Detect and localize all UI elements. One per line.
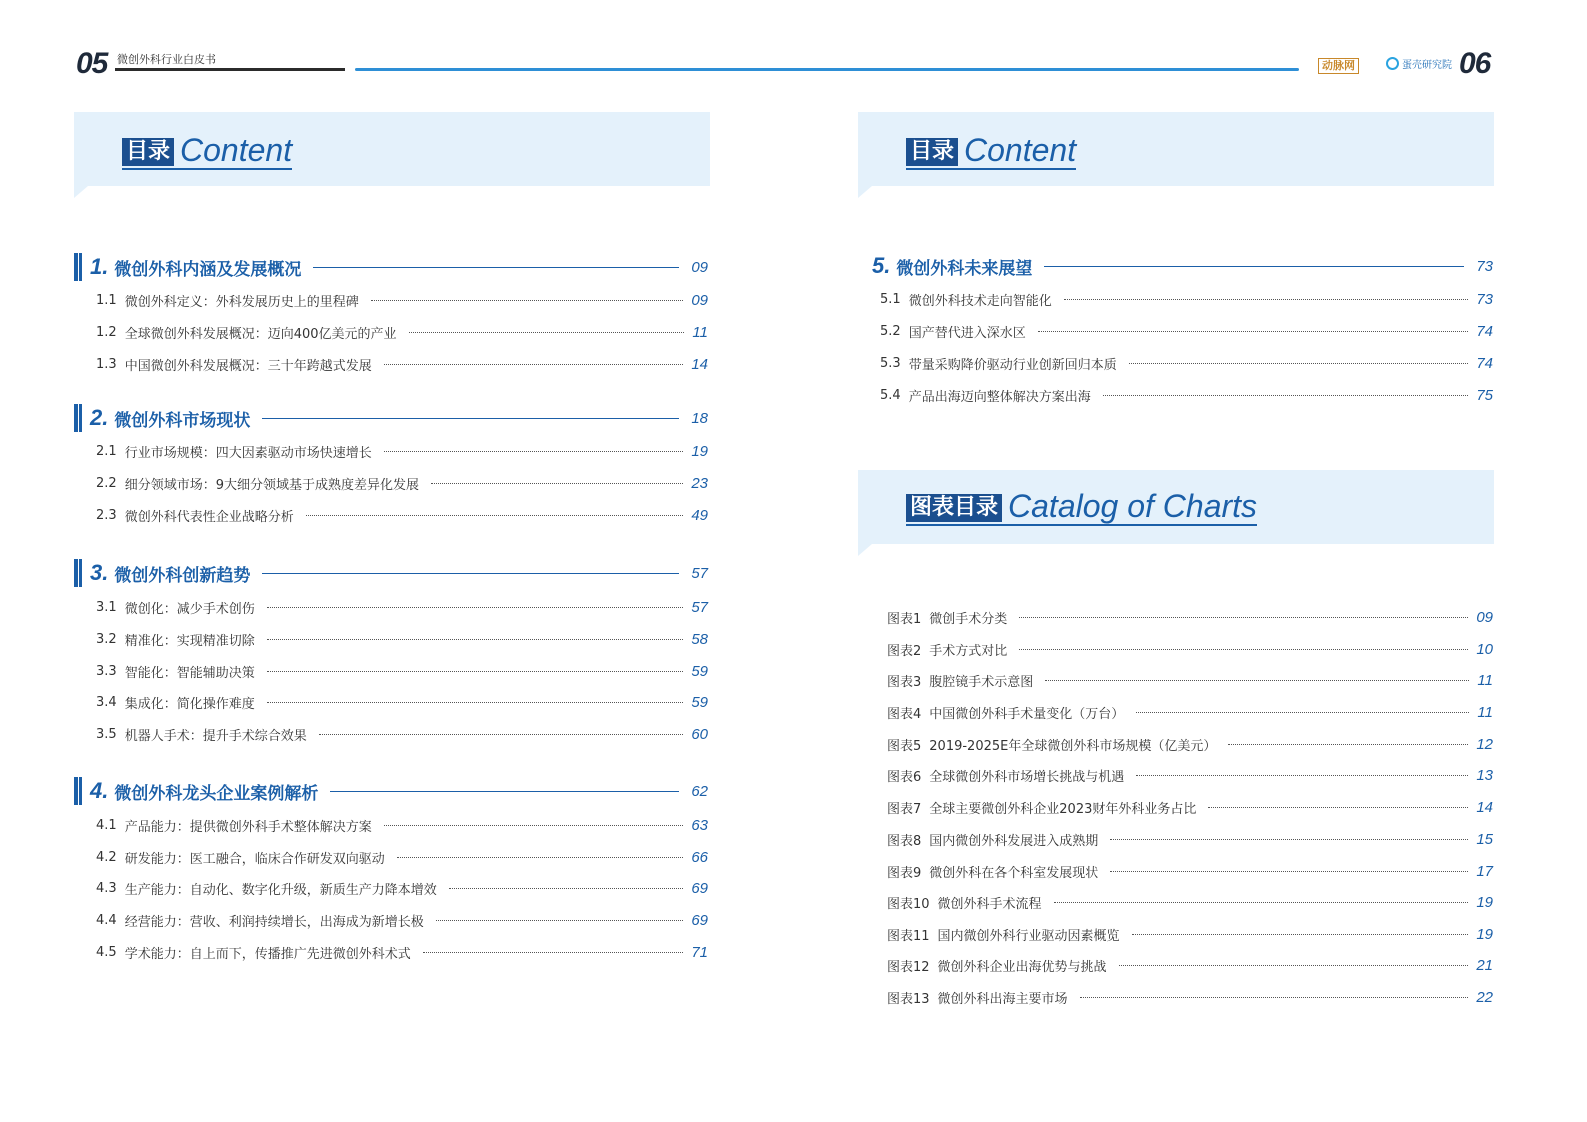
section-marker-icon: [74, 559, 82, 587]
chart-number: 图表4: [887, 706, 922, 722]
charts-banner-title: [906, 490, 1257, 526]
document-title: 微创外科行业白皮书: [117, 53, 216, 66]
section-page: 62: [691, 782, 708, 800]
dot-leader: [267, 702, 684, 703]
chart-title: 中国微创外科手术量变化（万台）: [929, 706, 1125, 722]
dot-leader: [384, 364, 684, 365]
item-number: 3.2: [96, 631, 117, 647]
toc-item-3-5[interactable]: [96, 724, 708, 744]
item-number: 3.1: [96, 599, 117, 615]
item-title: 中国微创外科发展概况：三十年跨越式发展: [124, 358, 372, 374]
item-title: 精准化：实现精准切除: [124, 633, 255, 649]
section-page: 09: [691, 258, 708, 276]
dot-leader: [306, 515, 684, 516]
chart-number: 图表7: [887, 801, 922, 817]
item-page: 60: [691, 725, 708, 743]
left-page-number: 05: [76, 47, 108, 80]
chart-item-3[interactable]: [887, 670, 1493, 690]
toc-section-3[interactable]: [74, 559, 708, 587]
dot-leader: [1110, 839, 1468, 840]
chart-number: 图表3: [887, 674, 922, 690]
item-title: 生产能力：自动化、数字化升级，新质生产力降本增效: [124, 882, 437, 898]
chart-page: 11: [1477, 671, 1493, 689]
dot-leader: [384, 451, 684, 452]
dot-leader: [1132, 934, 1469, 935]
dot-leader: [431, 483, 683, 484]
chart-number: 图表6: [887, 769, 922, 785]
chart-title: 国内微创外科行业驱动因素概览: [937, 928, 1120, 944]
item-title: 细分领域市场：9大细分领域基于成熟度差异化发展: [124, 477, 419, 493]
item-number: 3.3: [96, 663, 117, 679]
dot-leader: [267, 639, 684, 640]
section-number: 5.: [872, 253, 891, 278]
toc-item-1-1[interactable]: [96, 290, 708, 310]
right-page-number: 06: [1459, 47, 1491, 80]
chart-item-2[interactable]: [887, 639, 1493, 659]
item-page: 49: [691, 506, 708, 524]
toc-item-4-1[interactable]: [96, 815, 708, 835]
chart-number: 图表2: [887, 643, 922, 659]
vcbeat-logo: [1386, 57, 1452, 73]
section-title: 微创外科创新趋势: [114, 565, 251, 586]
item-title: 国产替代进入深水区: [908, 325, 1026, 341]
item-number: 2.2: [96, 475, 117, 491]
vbdata-logo: 动脉网: [1318, 58, 1359, 74]
chart-page: 14: [1476, 798, 1493, 816]
item-page: 63: [691, 816, 708, 834]
item-title: 学术能力：自上而下，传播推广先进微创外科术式: [124, 946, 411, 962]
item-number: 5.1: [880, 291, 901, 307]
item-page: 66: [691, 848, 708, 866]
chart-item-10[interactable]: [887, 892, 1493, 912]
dot-leader: [1019, 617, 1468, 618]
item-page: 58: [691, 630, 708, 648]
chart-page: 15: [1476, 830, 1493, 848]
item-number: 1.3: [96, 356, 117, 372]
left-banner-en: Content: [180, 132, 293, 168]
dot-leader: [1054, 902, 1469, 903]
item-number: 4.5: [96, 944, 117, 960]
chart-number: 图表12: [887, 959, 930, 975]
item-page: 19: [691, 442, 708, 460]
right-content-banner: [858, 112, 1494, 186]
item-number: 4.2: [96, 849, 117, 865]
toc-item-5-4[interactable]: [880, 385, 1493, 405]
section-rule: [330, 791, 679, 792]
dot-leader: [1038, 331, 1469, 332]
toc-item-4-4[interactable]: [96, 910, 708, 930]
chart-title: 腹腔镜手术示意图: [929, 674, 1034, 690]
item-number: 5.2: [880, 323, 901, 339]
left-banner-title: [122, 134, 292, 170]
dot-leader: [1129, 363, 1469, 364]
item-page: 69: [691, 911, 708, 929]
chart-item-9[interactable]: [887, 861, 1493, 881]
item-number: 2.3: [96, 507, 117, 523]
item-page: 59: [691, 693, 708, 711]
section-number: 2.: [90, 405, 109, 430]
item-title: 经营能力：营收、利润持续增长，出海成为新增长极: [124, 914, 424, 930]
chart-page: 22: [1476, 988, 1493, 1006]
right-banner-title: [906, 134, 1076, 170]
chart-item-6[interactable]: [887, 765, 1493, 785]
chart-item-7[interactable]: [887, 797, 1493, 817]
item-title: 微创外科技术走向智能化: [908, 293, 1052, 309]
chart-page: 13: [1476, 766, 1493, 784]
item-title: 行业市场规模：四大因素驱动市场快速增长: [124, 445, 372, 461]
left-content-banner: [74, 112, 710, 186]
chart-page: 17: [1476, 862, 1493, 880]
right-banner-en: Content: [964, 132, 1077, 168]
chart-page: 11: [1477, 703, 1493, 721]
chart-item-5[interactable]: [887, 734, 1493, 754]
item-page: 14: [691, 355, 708, 373]
chart-page: 09: [1476, 608, 1493, 626]
toc-item-5-1[interactable]: [880, 289, 1493, 309]
chart-title: 微创外科出海主要市场: [937, 991, 1068, 1007]
charts-banner-en: Catalog of Charts: [1008, 488, 1258, 524]
section-rule: [262, 418, 679, 419]
chart-item-8[interactable]: [887, 829, 1493, 849]
item-title: 微创化：减少手术创伤: [124, 601, 255, 617]
item-title: 带量采购降价驱动行业创新回归本质: [908, 357, 1117, 373]
dot-leader: [1208, 807, 1468, 808]
chart-title: 微创外科手术流程: [937, 896, 1042, 912]
toc-item-4-5[interactable]: [96, 942, 708, 962]
item-title: 智能化：智能辅助决策: [124, 665, 255, 681]
item-page: 74: [1476, 322, 1493, 340]
chart-number: 图表5: [887, 738, 922, 754]
chart-number: 图表1: [887, 611, 922, 627]
item-page: 09: [691, 291, 708, 309]
charts-catalog-banner: [858, 470, 1494, 544]
chart-title: 手术方式对比: [929, 643, 1008, 659]
item-title: 研发能力：医工融合，临床合作研发双向驱动: [124, 851, 385, 867]
item-page: 74: [1476, 354, 1493, 372]
toc-item-3-4[interactable]: [96, 692, 708, 712]
section-number: 4.: [90, 778, 109, 803]
section-page: 18: [691, 409, 708, 427]
toc-item-4-2[interactable]: [96, 847, 708, 867]
chart-item-11[interactable]: [887, 924, 1493, 944]
chart-item-13[interactable]: [887, 987, 1493, 1007]
chart-item-4[interactable]: [887, 702, 1493, 722]
toc-section-1[interactable]: [74, 253, 708, 281]
toc-item-2-1[interactable]: [96, 441, 708, 461]
item-number: 4.3: [96, 880, 117, 896]
item-title: 产品能力：提供微创外科手术整体解决方案: [124, 819, 372, 835]
item-page: 11: [692, 323, 708, 341]
item-number: 1.2: [96, 324, 117, 340]
dot-leader: [267, 607, 684, 608]
item-title: 微创外科代表性企业战略分析: [124, 509, 294, 525]
vcbeat-logo-text: 蛋壳研究院: [1402, 60, 1452, 71]
item-page: 23: [691, 474, 708, 492]
chart-title: 全球主要微创外科企业2023财年外科业务占比: [929, 801, 1197, 817]
dot-leader: [423, 952, 684, 953]
charts-banner-cn: 图表目录: [906, 494, 1002, 522]
item-page: 59: [691, 662, 708, 680]
item-page: 73: [1476, 290, 1493, 308]
header-rule-blue: [355, 68, 1299, 71]
chart-page: 12: [1476, 735, 1493, 753]
toc-item-2-2[interactable]: [96, 473, 708, 493]
section-marker-icon: [74, 777, 82, 805]
item-number: 4.4: [96, 912, 117, 928]
toc-item-5-3[interactable]: [880, 353, 1493, 373]
toc-item-4-3[interactable]: [96, 878, 708, 898]
chart-title: 国内微创外科发展进入成熟期: [929, 833, 1099, 849]
dot-leader: [1045, 680, 1469, 681]
right-banner-cn: 目录: [906, 138, 958, 166]
item-page: 57: [691, 598, 708, 616]
section-title: 微创外科内涵及发展概况: [114, 259, 302, 280]
chart-page: 10: [1476, 640, 1493, 658]
toc-item-3-3[interactable]: [96, 661, 708, 681]
dot-leader: [436, 920, 684, 921]
chart-item-1[interactable]: [887, 607, 1493, 627]
chart-item-12[interactable]: [887, 955, 1493, 975]
dot-leader: [1119, 965, 1469, 966]
item-number: 5.3: [880, 355, 901, 371]
dot-leader: [267, 671, 684, 672]
dot-leader: [1228, 744, 1468, 745]
dot-leader: [409, 332, 685, 333]
section-marker-icon: [74, 253, 82, 281]
dot-leader: [1136, 775, 1468, 776]
dot-leader: [1080, 997, 1469, 998]
chart-number: 图表13: [887, 991, 930, 1007]
toc-section-5[interactable]: [872, 252, 1493, 280]
vcbeat-logo-icon: [1386, 57, 1399, 70]
item-title: 机器人手术：提升手术综合效果: [124, 728, 307, 744]
toc-item-2-3[interactable]: [96, 505, 708, 525]
item-number: 3.5: [96, 726, 117, 742]
toc-item-1-2[interactable]: [96, 322, 708, 342]
toc-section-2[interactable]: [74, 404, 708, 432]
chart-number: 图表10: [887, 896, 930, 912]
toc-section-4[interactable]: [74, 777, 708, 805]
dot-leader: [449, 888, 684, 889]
chart-page: 19: [1476, 893, 1493, 911]
dot-leader: [371, 300, 684, 301]
item-title: 集成化：简化操作难度: [124, 696, 255, 712]
toc-item-1-3[interactable]: [96, 354, 708, 374]
dot-leader: [1103, 395, 1469, 396]
item-page: 75: [1476, 386, 1493, 404]
item-title: 全球微创外科发展概况：迈向400亿美元的产业: [124, 326, 397, 342]
toc-item-3-1[interactable]: [96, 597, 708, 617]
section-page: 57: [691, 564, 708, 582]
section-rule: [262, 573, 679, 574]
item-number: 3.4: [96, 694, 117, 710]
section-page: 73: [1476, 257, 1493, 275]
section-title: 微创外科市场现状: [114, 410, 251, 431]
chart-title: 微创手术分类: [929, 611, 1008, 627]
item-title: 产品出海迈向整体解决方案出海: [908, 389, 1091, 405]
left-banner-cn: 目录: [122, 138, 174, 166]
chart-title: 微创外科企业出海优势与挑战: [937, 959, 1107, 975]
dot-leader: [1019, 649, 1468, 650]
dot-leader: [384, 825, 684, 826]
header-rule-dark: [115, 68, 345, 71]
section-rule: [1044, 266, 1464, 267]
dot-leader: [1064, 299, 1469, 300]
toc-item-3-2[interactable]: [96, 629, 708, 649]
chart-number: 图表11: [887, 928, 930, 944]
chart-title: 2019-2025E年全球微创外科市场规模（亿美元）: [929, 738, 1217, 754]
dot-leader: [1136, 712, 1469, 713]
dot-leader: [319, 734, 684, 735]
item-title: 微创外科定义：外科发展历史上的里程碑: [124, 294, 359, 310]
item-number: 4.1: [96, 817, 117, 833]
chart-title: 微创外科在各个科室发展现状: [929, 865, 1099, 881]
dot-leader: [1110, 871, 1468, 872]
section-number: 1.: [90, 254, 109, 279]
toc-item-5-2[interactable]: [880, 321, 1493, 341]
chart-page: 21: [1476, 956, 1493, 974]
chart-page: 19: [1476, 925, 1493, 943]
section-marker-icon: [74, 404, 82, 432]
section-rule: [313, 267, 679, 268]
item-number: 2.1: [96, 443, 117, 459]
item-page: 71: [691, 943, 708, 961]
section-number: 3.: [90, 560, 109, 585]
item-page: 69: [691, 879, 708, 897]
item-number: 1.1: [96, 292, 117, 308]
item-number: 5.4: [880, 387, 901, 403]
section-title: 微创外科未来展望: [896, 258, 1033, 279]
section-title: 微创外科龙头企业案例解析: [114, 783, 319, 804]
chart-number: 图表8: [887, 833, 922, 849]
dot-leader: [397, 857, 684, 858]
chart-title: 全球微创外科市场增长挑战与机遇: [929, 769, 1125, 785]
chart-number: 图表9: [887, 865, 922, 881]
